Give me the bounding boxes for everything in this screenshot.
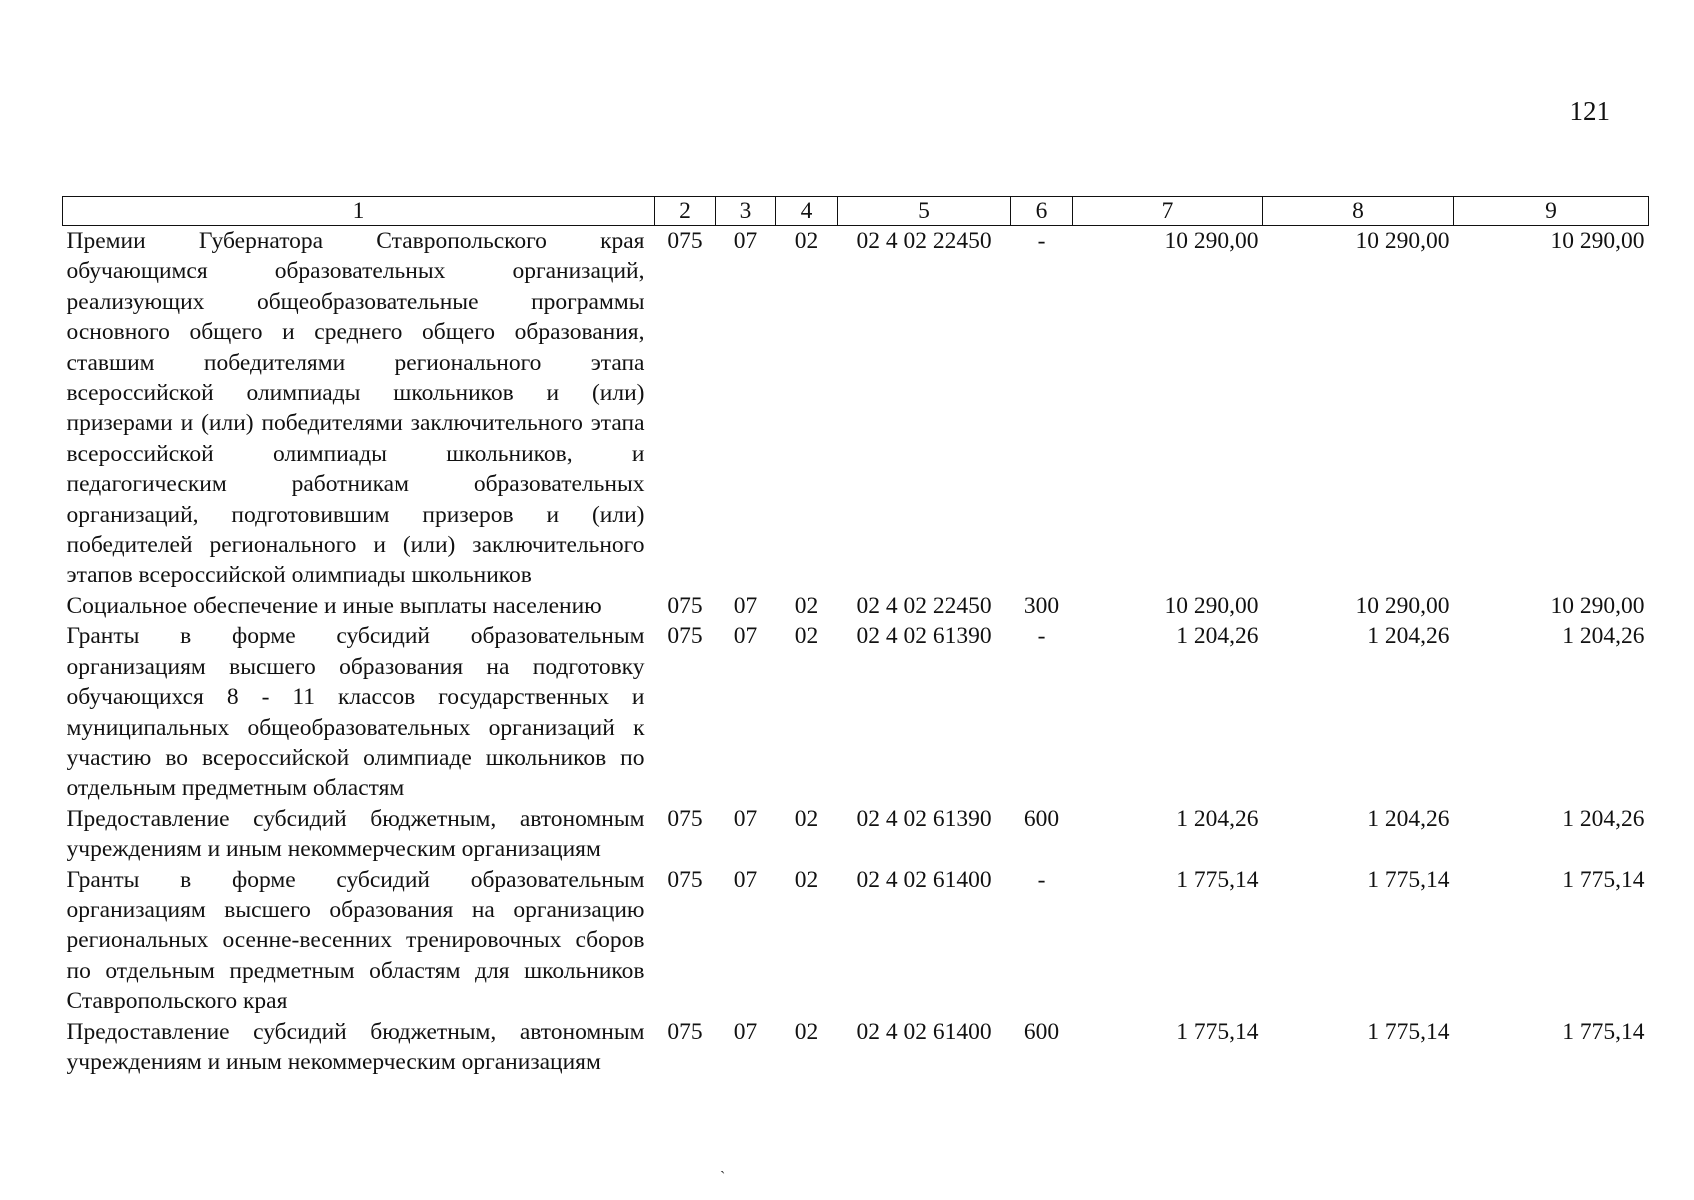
table-row (63, 804, 1649, 865)
amount-col-9: 1 204,26 (1562, 623, 1645, 650)
section-code: 07 (733, 228, 758, 254)
row-name: Гранты в форме субсидий образовательным организациям высшего образования на подготовку обучающихся 8 - 11 классов государственных и муниципальных общеобразовательных организаций к участию во всероссийской олимпиаде школьников по отдельным предметным областям (66, 623, 645, 802)
amount-col-8: 10 290,00 (1355, 592, 1450, 619)
column-header-1: 1 (63, 197, 655, 226)
table-row (63, 621, 1649, 803)
ministry-code: 075 (667, 866, 703, 893)
column-header-8: 8 (1263, 197, 1454, 226)
row-name: Предоставление субсидий бюджетным, автономным учреждениям и иным некоммерческим организациям (66, 1018, 645, 1075)
section-code: 07 (733, 592, 758, 619)
amount-col-8: 10 290,00 (1355, 228, 1450, 254)
amount-col-7: 10 290,00 (1164, 592, 1259, 619)
header-row (63, 197, 1649, 226)
ministry-code: 075 (667, 592, 703, 619)
amount-col-7: 1 775,14 (1176, 1018, 1259, 1045)
ministry-code: 075 (667, 623, 703, 650)
subsection-code: 02 (794, 1018, 819, 1045)
target-article-code: 02 4 02 61390 (856, 623, 992, 650)
ministry-code: 075 (667, 1018, 703, 1045)
column-header-2: 2 (655, 197, 716, 226)
expense-type-code: 600 (1023, 805, 1060, 832)
expense-type-code: 600 (1023, 1018, 1060, 1045)
section-code: 07 (733, 866, 758, 893)
target-article-code: 02 4 02 22450 (856, 228, 992, 254)
subsection-code: 02 (794, 228, 819, 254)
target-article-code: 02 4 02 61400 (856, 1018, 992, 1045)
page-number: 121 (1569, 96, 1610, 126)
expense-type-code: - (1037, 228, 1046, 254)
row-name: Гранты в форме субсидий образовательным организациям высшего образования на организацию региональных осенне-весенних тренировочных сборов по отдельным предметным областям для школьников Ставропольского края (66, 866, 645, 1015)
section-code: 07 (733, 623, 758, 650)
row-name: Предоставление субсидий бюджетным, автономным учреждениям и иным некоммерческим организациям (66, 805, 645, 863)
column-header-4: 4 (776, 197, 838, 226)
amount-col-7: 10 290,00 (1164, 228, 1259, 254)
column-header-5: 5 (838, 197, 1011, 226)
target-article-code: 02 4 02 22450 (856, 592, 992, 619)
ministry-code: 075 (667, 805, 703, 832)
table-row (63, 591, 1649, 621)
table-header (63, 197, 1649, 226)
table-row (63, 865, 1649, 1017)
subsection-code: 02 (794, 623, 819, 650)
table-body (63, 226, 1649, 1078)
table-row (63, 1017, 1649, 1078)
amount-col-7: 1 204,26 (1176, 623, 1259, 650)
subsection-code: 02 (794, 592, 819, 619)
row-name: Социальное обеспечение и иные выплаты населению (66, 592, 602, 619)
subsection-code: 02 (794, 805, 819, 832)
amount-col-9: 1 775,14 (1562, 1018, 1645, 1045)
amount-col-7: 1 775,14 (1176, 866, 1259, 893)
table-row (63, 226, 1649, 591)
amount-col-9: 1 204,26 (1562, 805, 1645, 832)
amount-col-9: 10 290,00 (1550, 228, 1645, 254)
column-header-9: 9 (1454, 197, 1649, 226)
section-code: 07 (733, 805, 758, 832)
target-article-code: 02 4 02 61400 (856, 866, 992, 893)
expense-type-code: - (1037, 866, 1046, 893)
row-name: Премии Губернатора Ставропольского края обучающимся образовательных организаций, реализующих общеобразовательные программы основного общего и среднего общего образования, ставшим победителями регионального этапа всероссийской олимпиады школьников и (или) призерами и (или) победителями заключительного этапа всероссийской олимпиады школьников, и педагогическим работникам образовательных организаций, подготовившим призеров и (или) победителей регионального и (или) заключительного этапов всероссийской олимпиады школьников (66, 228, 645, 589)
amount-col-9: 10 290,00 (1550, 592, 1645, 619)
amount-col-7: 1 204,26 (1176, 805, 1259, 832)
target-article-code: 02 4 02 61390 (856, 805, 992, 832)
amount-col-8: 1 775,14 (1367, 1018, 1450, 1045)
section-code: 07 (733, 1018, 758, 1045)
expense-type-code: - (1037, 623, 1046, 650)
stray-mark: ˎ (720, 1157, 726, 1174)
amount-col-8: 1 204,26 (1367, 805, 1450, 832)
amount-col-8: 1 775,14 (1367, 866, 1450, 893)
ministry-code: 075 (667, 228, 703, 254)
column-header-7: 7 (1073, 197, 1263, 226)
column-header-6: 6 (1011, 197, 1073, 226)
column-header-3: 3 (716, 197, 776, 226)
budget-table (62, 196, 1649, 1077)
expense-type-code: 300 (1023, 592, 1060, 619)
amount-col-8: 1 204,26 (1367, 623, 1450, 650)
amount-col-9: 1 775,14 (1562, 866, 1645, 893)
subsection-code: 02 (794, 866, 819, 893)
